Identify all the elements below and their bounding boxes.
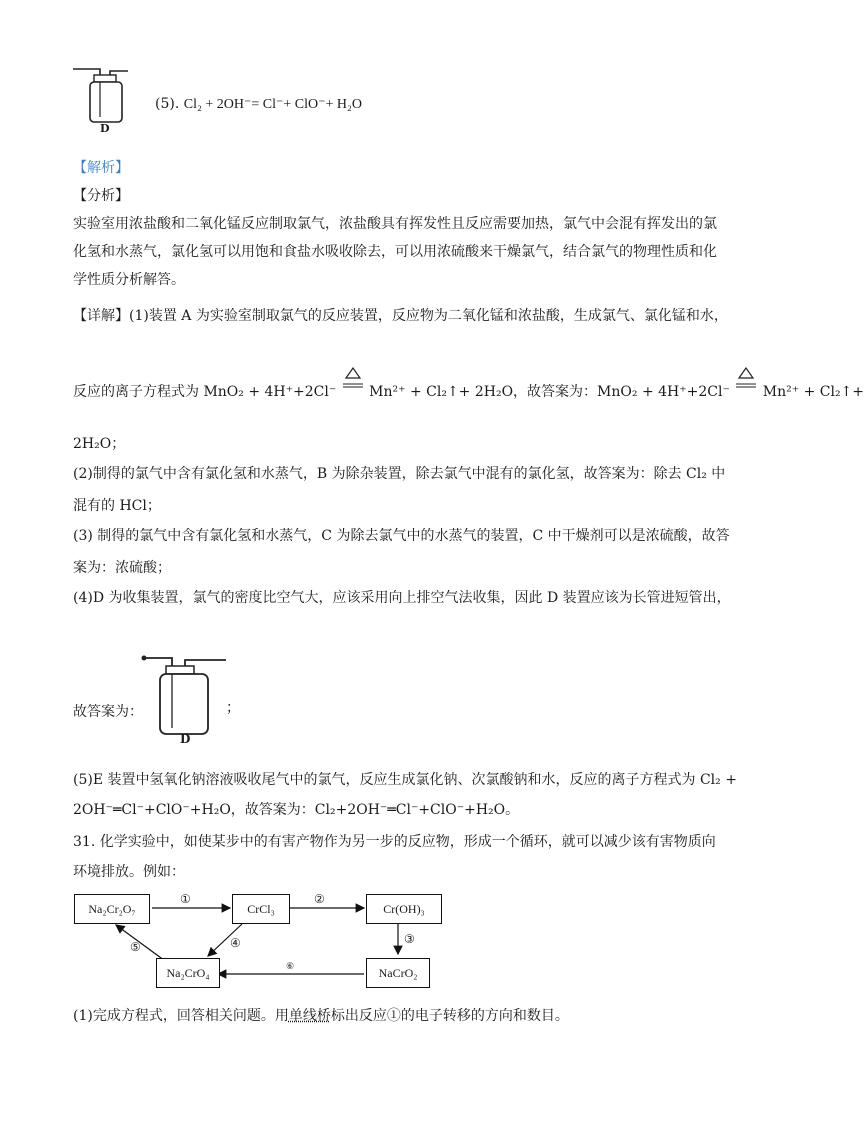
fenxi-heading: 【分析】 [73, 188, 129, 204]
part3-line-1: (3) 制得的氯气中含有氯化氢和水蒸气，C 为除去氯气中的水蒸气的装置，C 中干燥剂可以是浓硫酸，故答 [73, 528, 730, 544]
heating-condition-icon [734, 380, 758, 398]
gas-bottle-figure-answer [140, 648, 235, 748]
answer5-label: (5). [155, 96, 184, 112]
reaction-cycle-diagram [72, 886, 452, 996]
analysis-line-1: 实验室用浓盐酸和二氧化锰反应制取氯气，浓盐酸具有挥发性且反应需要加热，氯气中会混有挥发出的氯 [73, 216, 717, 232]
part3-line-2: 案为：浓硫酸； [73, 560, 171, 576]
part4-answer [73, 702, 143, 722]
question31-line-2: 环境排放。例如： [73, 864, 185, 880]
part2-line-2: 混有的 HCl； [73, 498, 161, 514]
question31-line-1: 31. 化学实验中，如使某步中的有害产物作为另一步的反应物，形成一个循环，就可以减少该有害物质向 [73, 834, 716, 850]
step-label-6: ⑥ [286, 962, 295, 972]
part4-semicolon: ； [226, 700, 240, 716]
equation-suffix: Mn²⁺ + Cl₂↑+ [762, 384, 864, 400]
device-label: D [180, 732, 191, 746]
answer5-equation: Cl₂ + 2OH⁻= Cl⁻+ ClO⁻+ H₂O [183, 97, 362, 112]
equation-continuation: 2H₂O； [73, 436, 126, 452]
part5-line-2: 2OH⁻═Cl⁻+ClO⁻+H₂O，故答案为：Cl₂+2OH⁻═Cl⁻+ClO⁻+H₂O。 [73, 802, 520, 818]
node-crcl3: CrCl₃ [232, 894, 290, 924]
part2-line-1: (2)制得的氯气中含有氯化氢和水蒸气，B 为除杂装置，除去氯气中混有的氯化氢，故答案为：除去 Cl₂ 中 [73, 466, 726, 482]
step-label-2: ② [314, 892, 325, 906]
step-label-5: ⑤ [130, 940, 141, 954]
node-cr-oh-3: Cr(OH)₃ [366, 894, 442, 924]
node-na2cro4: Na₂CrO₄ [156, 958, 220, 988]
device-label: D [100, 122, 110, 135]
part5-line-1: (5)E 装置中氢氧化钠溶液吸收尾气中的氯气，反应生成氯化钠、次氯酸钠和水，反应的离子方程式为 Cl₂ + [73, 772, 737, 788]
node-na2cr2o7: Na₂Cr₂O₇ [74, 894, 150, 924]
q31-part1-post: 标出反应①的电子转移的方向和数目。 [330, 1008, 569, 1024]
q31-part1-pre: (1)完成方程式，回答相关问题。用 [73, 1008, 289, 1024]
node-nacro2: NaCrO₂ [366, 958, 430, 988]
question31-part1 [73, 1006, 569, 1026]
equation-line [73, 380, 864, 402]
gas-bottle-figure-top [70, 62, 140, 137]
analysis-line-2: 化氢和水蒸气，氯化氢可以用饱和食盐水吸收除去，可以用浓硫酸来干燥氯气，结合氯气的物理性质和化 [73, 244, 717, 260]
detail-line-1: 【详解】(1)装置 A 为实验室制取氯气的反应装置，反应物为二氧化锰和浓盐酸，生成氯气、氯化锰和水， [73, 308, 728, 324]
equation-prefix: 反应的离子方程式为 MnO₂ + 4H⁺+2Cl⁻ [73, 384, 337, 400]
equation-mid: Mn²⁺ + Cl₂↑+ 2H₂O，故答案为：MnO₂ + 4H⁺+2Cl⁻ [369, 384, 730, 400]
analysis-line-3: 学性质分析解答。 [73, 272, 185, 288]
step-label-1: ① [180, 892, 191, 906]
part4-answer-label: 故答案为： [73, 704, 143, 720]
q31-part1-emphasis: 单线桥 [288, 1008, 331, 1024]
jiexi-heading: 【解析】 [73, 160, 129, 176]
answer5-line [155, 94, 362, 115]
step-label-3: ③ [404, 932, 415, 946]
part4-line-1: (4)D 为收集装置，氯气的密度比空气大，应该采用向上排空气法收集，因此 D 装置应该为长管进短管出， [73, 590, 731, 606]
step-label-4: ④ [230, 936, 241, 950]
heating-condition-icon [341, 380, 365, 398]
